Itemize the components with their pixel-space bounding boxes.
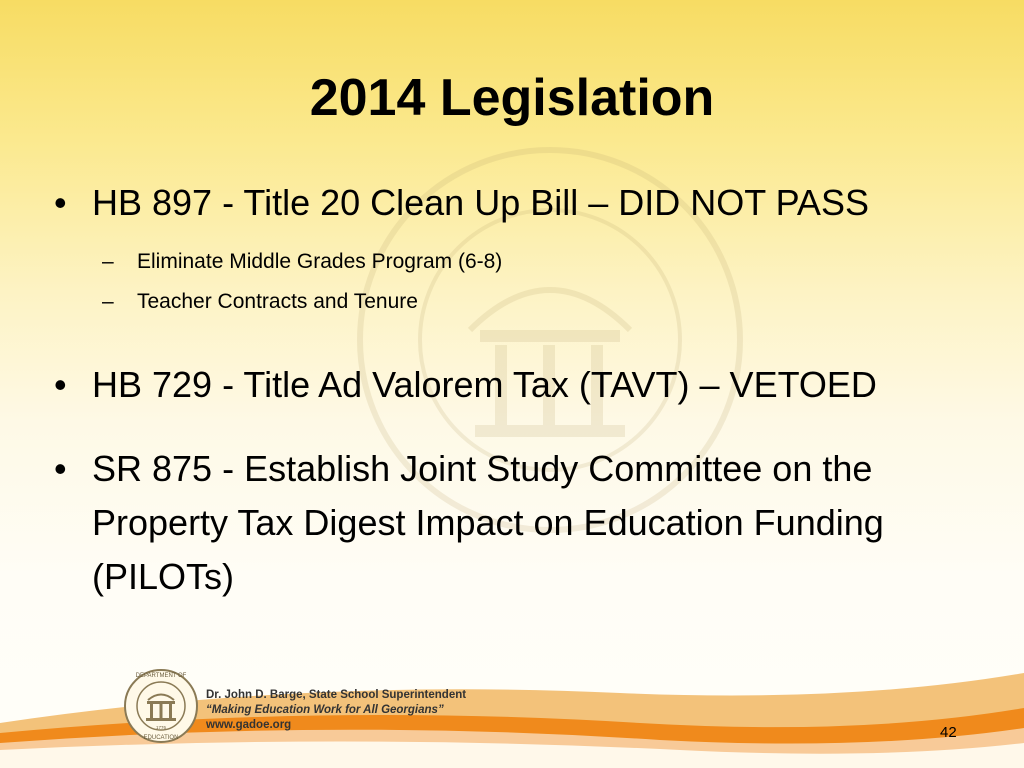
sub-item-text: Eliminate Middle Grades Program (6-8) — [137, 250, 503, 273]
page-number: 42 — [940, 724, 957, 741]
sub-marker: – — [102, 250, 114, 273]
bullet-item — [52, 358, 982, 412]
footer-text — [206, 688, 466, 733]
sub-item-text: Teacher Contracts and Tenure — [137, 290, 418, 313]
bullet-item — [52, 176, 982, 230]
seal-bottom-text: EDUCATION — [143, 735, 179, 741]
sub-item — [52, 242, 982, 282]
sub-item — [52, 282, 982, 322]
superintendent-name: Dr. John D. Barge, State School Superintendent — [206, 689, 467, 701]
slide-title: 2014 Legislation — [309, 69, 715, 127]
sub-list — [52, 242, 982, 322]
bullet-text: HB 897 - Title 20 Clean Up Bill – DID NOT PASS — [92, 182, 869, 223]
sub-marker: – — [102, 290, 114, 313]
footer-website: www.gadoe.org — [206, 719, 292, 731]
bullet-marker: • — [54, 364, 67, 405]
seal-top-text: DEPARTMENT OF — [135, 673, 187, 679]
bullet-marker: • — [54, 182, 67, 223]
bullet-text: HB 729 - Title Ad Valorem Tax (TAVT) – VETOED — [92, 364, 877, 405]
seal-year-text: 1776 — [155, 725, 167, 730]
bullet-text: SR 875 - Establish Joint Study Committee on the Property Tax Digest Impact on Education Funding (PILOTs) — [92, 448, 884, 597]
footer-slogan: “Making Education Work for All Georgians” — [206, 704, 444, 716]
bullet-item — [52, 442, 982, 604]
slide-content — [52, 170, 982, 604]
bullet-marker: • — [54, 448, 67, 489]
department-seal-icon — [122, 663, 200, 749]
